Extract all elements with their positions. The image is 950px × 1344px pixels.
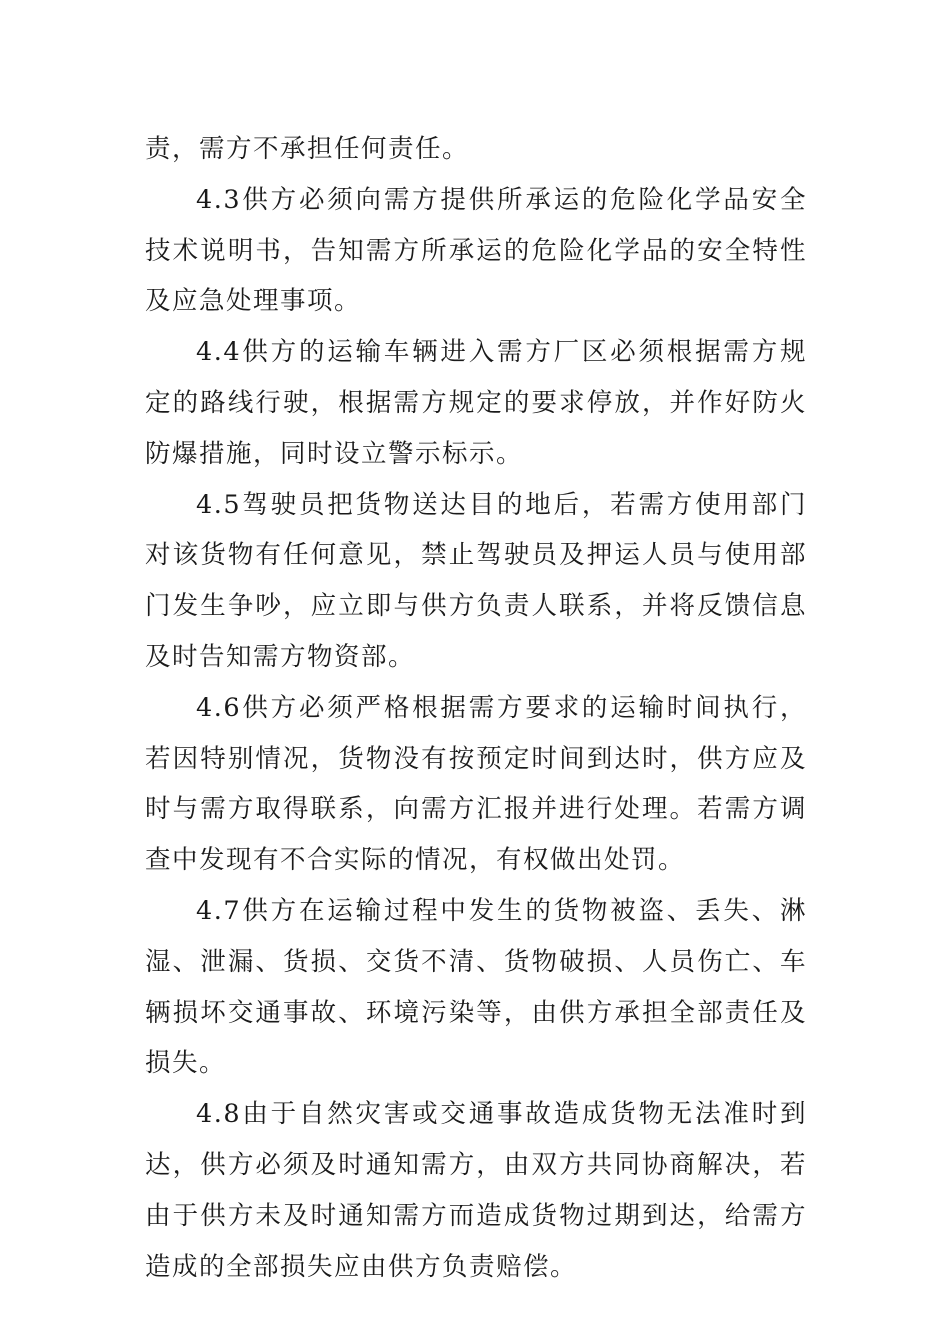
paragraph-continuation: 责，需方不承担任何责任。 <box>145 134 470 164</box>
paragraph-4-7: 4.7供方在运输过程中发生的货物被盗、丢失、淋湿、泄漏、货损、交货不清、货物破损、人员伤亡、车辆损坏交通事故、环境污染等，由供方承担全部责任及损失。 <box>145 895 807 1079</box>
paragraph-4-3: 4.3供方必须向需方提供所承运的危险化学品安全技术说明书，告知需方所承运的危险化学品的安全特性及应急处理事项。 <box>145 184 807 317</box>
paragraph-4-4: 4.4供方的运输车辆进入需方厂区必须根据需方规定的路线行驶，根据需方规定的要求停放，并作好防火防爆措施，同时设立警示标示。 <box>145 337 807 469</box>
paragraph-4-6: 4.6供方必须严格根据需方要求的运输时间执行，若因特别情况，货物没有按预定时间到达时，供方应及时与需方取得联系，向需方汇报并进行处理。若需方调查中发现有不合实际的情况，有权做出处罚。 <box>145 692 807 876</box>
paragraph-4-5: 4.5驾驶员把货物送达目的地后，若需方使用部门对该货物有任何意见，禁止驾驶员及押运人员与使用部门发生争吵，应立即与供方负责人联系，并将反馈信息及时告知需方物资部。 <box>145 489 807 672</box>
document-body <box>145 124 807 1292</box>
paragraph-4-8: 4.8由于自然灾害或交通事故造成货物无法准时到达，供方必须及时通知需方，由双方共同协商解决，若由于供方未及时通知需方而造成货物过期到达，给需方造成的全部损失应由供方负责赔偿。 <box>145 1099 807 1282</box>
